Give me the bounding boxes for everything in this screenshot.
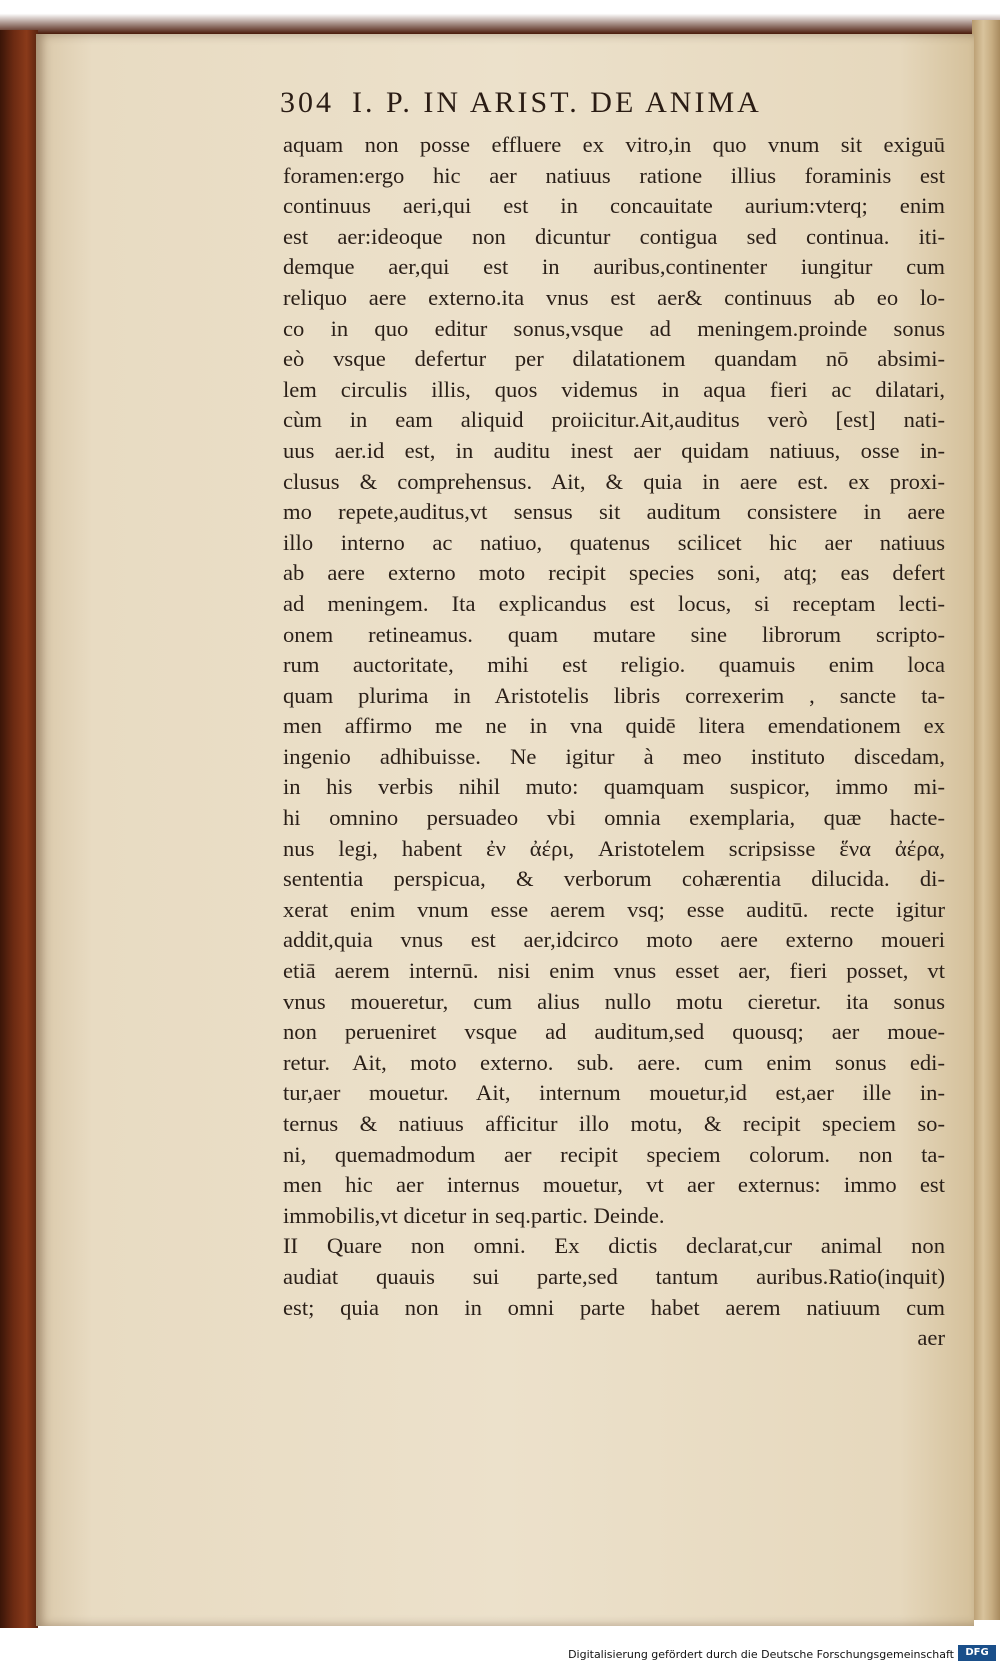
text-line: vnus moueretur, cum alius nullo motu cieretur. ita sonus xyxy=(283,988,945,1014)
text-line: aquam non posse effluere ex vitro,in quo vnum sit exiguū xyxy=(283,132,945,157)
text-line: clusus & comprehensus. Ait, & quia in aere est. ex proxi- xyxy=(283,468,945,494)
text-line: audiat quauis sui parte,sed tantum auribus.Ratio(inquit) xyxy=(283,1263,945,1289)
text-line: ab aere externo moto recipit species soni, atq; eas defert xyxy=(283,560,945,586)
funding-credit: Digitalisierung gefördert durch die Deutsche Forschungsgemeinschaft xyxy=(568,1648,954,1661)
text-line: mo repete,auditus,vt sensus sit auditum consistere in aere xyxy=(283,499,945,525)
text-line: reliquo aere externo.ita vnus est aer& continuus ab eo lo- xyxy=(283,284,945,310)
text-line: est; quia non in omni parte habet aerem natiuum cum xyxy=(283,1294,945,1320)
text-line: II Quare non omni. Ex dictis declarat,cur animal non xyxy=(283,1233,945,1259)
text-line: men affirmo me ne in vna quidē litera emendationem ex xyxy=(283,713,945,739)
text-line: eò vsque defertur per dilatationem quandam nō absimi- xyxy=(283,346,945,372)
text-line: ni, quemadmodum aer recipit speciem colorum. non ta- xyxy=(283,1141,945,1167)
book-page-edges xyxy=(972,20,1000,1620)
text-line: foramen:ergo hic aer natiuus ratione illius foraminis est xyxy=(283,162,945,188)
text-line: tur,aer mouetur. Ait, internum mouetur,id est,aer ille in- xyxy=(283,1080,945,1106)
text-line: lem circulis illis, quos videmus in aqua fieri ac dilatari, xyxy=(283,376,945,402)
text-line: ingenio adhibuisse. Ne igitur à meo instituto discedam, xyxy=(283,743,945,769)
text-line: rum auctoritate, mihi est religio. quamuis enim loca xyxy=(283,652,945,678)
text-line: sententia perspicua, & verborum cohærentia dilucida. di- xyxy=(283,866,945,892)
text-line: retur. Ait, moto externo. sub. aere. cum enim sonus edi- xyxy=(283,1049,945,1075)
text-line: etiā aerem internū. nisi enim vnus esset aer, fieri posset, vt xyxy=(283,958,945,984)
page-number: 304 xyxy=(280,86,334,119)
text-line: aer xyxy=(917,1325,945,1351)
text-line: ternus & natiuus afficitur illo motu, & recipit speciem so- xyxy=(283,1111,945,1136)
book-spine-edge xyxy=(0,30,38,1628)
text-line: nus legi, habent ἐν ἀέρι, Aristotelem scripsisse ἕνα ἀέρα, xyxy=(283,835,945,861)
running-head xyxy=(280,86,840,120)
text-line: illo interno ac natiuo, quatenus scilicet hic aer natiuus xyxy=(283,529,945,555)
text-line: men hic aer internus mouetur, vt aer externus: immo est xyxy=(283,1172,945,1198)
text-line: co in quo editur sonus,vsque ad meningem.proinde sonus xyxy=(283,315,945,341)
text-line: in his verbis nihil muto: quamquam suspicor, immo mi- xyxy=(283,774,945,800)
text-line: addit,quia vnus est aer,idcirco moto aere externo moueri xyxy=(283,927,945,953)
text-line: continuus aeri,qui est in concauitate aurium:vterq; enim xyxy=(283,193,945,219)
dfg-logo: DFG xyxy=(958,1645,996,1661)
text-line: non perueniret vsque ad auditum,sed quousq; aer moue- xyxy=(283,1019,945,1045)
text-line: xerat enim vnum esse aerem vsq; esse auditū. recte igitur xyxy=(283,896,945,922)
text-line: immobilis,vt dicetur in seq.partic. Deinde. xyxy=(283,1202,665,1228)
text-line: cùm in eam aliquid proiicitur.Ait,auditus verò [est] nati- xyxy=(283,407,945,433)
text-line: quam plurima in Aristotelis libris correxerim , sancte ta- xyxy=(283,682,945,708)
text-line: est aer:ideoque non dicuntur contigua sed continua. iti- xyxy=(283,223,945,249)
text-line: onem retineamus. quam mutare sine librorum scripto- xyxy=(283,621,945,647)
running-head-title: I. P. IN ARIST. DE ANIMA xyxy=(352,86,762,119)
text-line: uus aer.id est, in auditu inest aer quidam natiuus, osse in- xyxy=(283,437,945,463)
book-top-edge xyxy=(0,0,1000,34)
body-text xyxy=(283,130,945,1354)
text-line: ad meningem. Ita explicandus est locus, si receptam lecti- xyxy=(283,590,945,616)
text-line: hi omnino persuadeo vbi omnia exemplaria, quæ hacte- xyxy=(283,805,945,831)
text-line: demque aer,qui est in auribus,continenter iungitur cum xyxy=(283,254,945,280)
